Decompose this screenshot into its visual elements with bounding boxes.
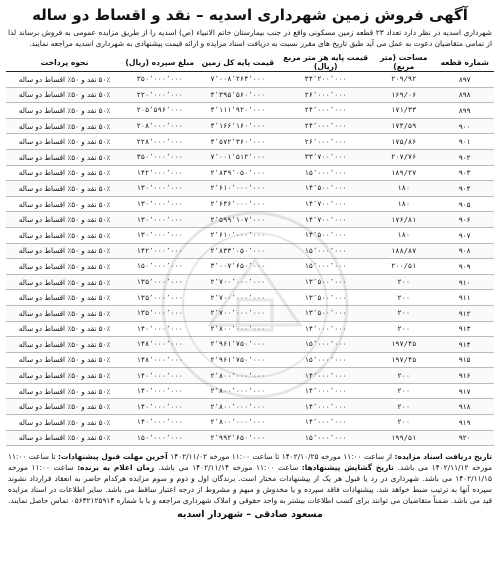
table-row [6,383,494,399]
cell-deposit: ۲۰۵٬۵۹۶٬۰۰۰ [123,103,196,119]
cell-lot: ۹۱۷ [435,383,494,399]
cell-payment: ۵۰٪ نقد و ۵۰٪ اقساط دو ساله [6,290,123,306]
cell-price-sqm: ۱۴٬۰۰۰٬۰۰۰ [279,415,372,431]
cell-payment: ۵۰٪ نقد و ۵۰٪ اقساط دو ساله [6,196,123,212]
table-row [6,415,494,431]
deadline-label: آخرین مهلت قبول پیشنهادات: [58,452,171,462]
cell-price-sqm: ۱۳٬۵۰۰٬۰۰۰ [279,305,372,321]
cell-price-total: ۴٬۱۶۶٬۱۶۰٬۰۰۰ [196,118,279,134]
header-area: مساحت (متر مربع) [372,53,435,72]
cell-lot: ۹۱۸ [435,399,494,415]
cell-deposit: ۱۳۰٬۰۰۰٬۰۰۰ [123,181,196,197]
cell-deposit: ۱۴۸٬۰۰۰٬۰۰۰ [123,337,196,353]
table-row [6,196,494,212]
cell-price-total: ۲٬۹۹۲٬۶۵۰٬۰۰۰ [196,430,279,446]
cell-area: ۱۸۰ [372,196,435,212]
cell-payment: ۵۰٪ نقد و ۵۰٪ اقساط دو ساله [6,352,123,368]
notice-footer [8,451,492,506]
cell-price-total: ۲٬۶۴۶٬۰۰۰٬۰۰۰ [196,196,279,212]
cell-payment: ۵۰٪ نقد و ۵۰٪ اقساط دو ساله [6,165,123,181]
table-row [6,290,494,306]
cell-payment: ۵۰٪ نقد و ۵۰٪ اقساط دو ساله [6,430,123,446]
cell-price-sqm: ۱۴٬۵۰۰٬۰۰۰ [279,181,372,197]
cell-payment: ۵۰٪ نقد و ۵۰٪ اقساط دو ساله [6,181,123,197]
cell-price-sqm: ۱۴٬۵۰۰٬۰۰۰ [279,227,372,243]
cell-deposit: ۱۵۰٬۰۰۰٬۰۰۰ [123,430,196,446]
deadline-text: تا ساعت ۱۱:۰۰ مورخه ۱۴۰۲/۱۱/۱۲ می باشد. [8,452,492,473]
cell-price-total: ۲٬۹۶۱٬۷۵۰٬۰۰۰ [196,352,279,368]
cell-deposit: ۱۳۰٬۰۰۰٬۰۰۰ [123,212,196,228]
notice-intro: شهرداری اسدیه در نظر دارد تعداد ۲۳ قطعه زمین مسکونی واقع در جنب بیمارستان خاتم الانبیاء (ص) اسدیه را از طریق مزایده عمومی به فروش برساند لذا از تمامی متقاضیان دعوت به عمل می آید طبق تاریخ های مقرر نسبت به دریافت اسناد مزایده و ارائه قیمت پیشنهادی به شهرداری اسدیه مراجعه نمایند. [8,28,492,48]
table-row [6,212,494,228]
table-row [6,430,494,446]
cell-area: ۱۸۰ [372,227,435,243]
cell-payment: ۵۰٪ نقد و ۵۰٪ اقساط دو ساله [6,227,123,243]
cell-price-sqm: ۲۶٬۰۰۰٬۰۰۰ [279,87,372,103]
cell-price-sqm: ۱۵٬۰۰۰٬۰۰۰ [279,259,372,275]
header-payment: نحوه پرداخت [6,53,123,72]
cell-price-total: ۴٬۵۷۲٬۳۶۰٬۰۰۰ [196,134,279,150]
cell-price-sqm: ۱۴٬۷۰۰٬۰۰۰ [279,212,372,228]
cell-deposit: ۱۴۰٬۰۰۰٬۰۰۰ [123,399,196,415]
cell-price-sqm: ۱۴٬۰۰۰٬۰۰۰ [279,321,372,337]
cell-deposit: ۲۲۰٬۰۰۰٬۰۰۰ [123,87,196,103]
cell-payment: ۵۰٪ نقد و ۵۰٪ اقساط دو ساله [6,87,123,103]
cell-area: ۲۰۰ [372,383,435,399]
cell-lot: ۹۱۶ [435,368,494,384]
cell-price-total: ۳٬۰۰۷٬۶۵۰٬۰۰۰ [196,259,279,275]
cell-deposit: ۱۴۰٬۰۰۰٬۰۰۰ [123,368,196,384]
cell-payment: ۵۰٪ نقد و ۵۰٪ اقساط دو ساله [6,368,123,384]
table-header-row [6,53,494,72]
cell-payment: ۵۰٪ نقد و ۵۰٪ اقساط دو ساله [6,321,123,337]
cell-area: ۱۷۶/۸۱ [372,212,435,228]
table-row [6,134,494,150]
cell-deposit: ۱۵۰٬۰۰۰٬۰۰۰ [123,259,196,275]
table-row [6,118,494,134]
cell-price-sqm: ۳۴٬۲۰۰٬۰۰۰ [279,72,372,88]
cell-deposit: ۱۳۰٬۰۰۰٬۰۰۰ [123,196,196,212]
header-deposit: مبلغ سپرده (ریال) [123,53,196,72]
table-row [6,243,494,259]
cell-price-total: ۲٬۷۰۰٬۰۰۰٬۰۰۰ [196,290,279,306]
cell-payment: ۵۰٪ نقد و ۵۰٪ اقساط دو ساله [6,134,123,150]
cell-payment: ۵۰٪ نقد و ۵۰٪ اقساط دو ساله [6,118,123,134]
cell-area: ۲۰۰ [372,399,435,415]
opening-label: تاریخ گشایش پیشنهادها: [301,463,398,473]
cell-price-total: ۲٬۸۳۳٬۰۵۰٬۰۰۰ [196,243,279,259]
cell-lot: ۹۱۵ [435,352,494,368]
cell-payment: ۵۰٪ نقد و ۵۰٪ اقساط دو ساله [6,103,123,119]
table-row [6,87,494,103]
cell-price-total: ۲٬۸۰۰٬۰۰۰٬۰۰۰ [196,399,279,415]
cell-area: ۲۰۰ [372,321,435,337]
table-row [6,72,494,88]
cell-lot: ۹۰۸ [435,243,494,259]
cell-area: ۱۸۹/۲۷ [372,165,435,181]
result-text: ساعت ۱۱:۰۰ مورخه ۱۴۰۲/۱۱/۱۵ می باشد. [8,463,492,484]
cell-deposit: ۲۰۸٬۰۰۰٬۰۰۰ [123,118,196,134]
cell-lot: ۹۰۶ [435,212,494,228]
cell-price-total: ۲٬۸۳۹٬۰۵۰٬۰۰۰ [196,165,279,181]
cell-lot: ۹۰۳ [435,165,494,181]
cell-price-total: ۲٬۹۶۱٬۷۵۰٬۰۰۰ [196,337,279,353]
notice-title: آگهی فروش زمین شهرداری اسدیه – نقد و اقساط دو ساله [32,6,468,24]
cell-area: ۱۷۱/۳۳ [372,103,435,119]
cell-area: ۲۰۰ [372,290,435,306]
cell-lot: ۹۰۲ [435,149,494,165]
cell-lot: ۸۹۸ [435,87,494,103]
cell-payment: ۵۰٪ نقد و ۵۰٪ اقساط دو ساله [6,212,123,228]
cell-lot: ۹۰۷ [435,227,494,243]
cell-deposit: ۱۳۰٬۰۰۰٬۰۰۰ [123,227,196,243]
cell-deposit: ۱۳۵٬۰۰۰٬۰۰۰ [123,274,196,290]
cell-price-sqm: ۱۵٬۰۰۰٬۰۰۰ [279,165,372,181]
cell-lot: ۸۹۹ [435,103,494,119]
table-row [6,368,494,384]
header-base-price-sqm: قیمت پایه هر متر مربع (ریال) [279,53,372,72]
cell-price-total: ۲٬۸۰۰٬۰۰۰٬۰۰۰ [196,321,279,337]
cell-deposit: ۱۴۸٬۰۰۰٬۰۰۰ [123,352,196,368]
cell-lot: ۹۱۲ [435,305,494,321]
table-row [6,337,494,353]
cell-deposit: ۱۴۰٬۰۰۰٬۰۰۰ [123,415,196,431]
cell-payment: ۵۰٪ نقد و ۵۰٪ اقساط دو ساله [6,274,123,290]
cell-payment: ۵۰٪ نقد و ۵۰٪ اقساط دو ساله [6,259,123,275]
cell-price-total: ۲٬۷۰۰٬۰۰۰٬۰۰۰ [196,305,279,321]
cell-deposit: ۲۲۸٬۰۰۰٬۰۰۰ [123,134,196,150]
cell-lot: ۹۱۱ [435,290,494,306]
cell-price-sqm: ۲۴٬۰۰۰٬۰۰۰ [279,103,372,119]
cell-price-total: ۲٬۶۱۰٬۰۰۰٬۰۰۰ [196,181,279,197]
cell-price-total: ۲٬۸۰۰٬۰۰۰٬۰۰۰ [196,415,279,431]
table-row [6,103,494,119]
cell-area: ۲۰۰ [372,305,435,321]
cell-lot: ۹۱۴ [435,337,494,353]
cell-payment: ۵۰٪ نقد و ۵۰٪ اقساط دو ساله [6,399,123,415]
cell-payment: ۵۰٪ نقد و ۵۰٪ اقساط دو ساله [6,305,123,321]
table-row [6,399,494,415]
cell-price-sqm: ۱۴٬۰۰۰٬۰۰۰ [279,368,372,384]
cell-price-sqm: ۲۴٬۰۰۰٬۰۰۰ [279,118,372,134]
cell-price-total: ۷٬۰۰۸٬۲۶۴٬۰۰۰ [196,72,279,88]
cell-price-sqm: ۱۴٬۰۰۰٬۰۰۰ [279,399,372,415]
cell-area: ۱۶۹/۰۶ [372,87,435,103]
cell-area: ۲۰۰/۵۱ [372,259,435,275]
table-row [6,259,494,275]
cell-lot: ۹۰۱ [435,134,494,150]
header-base-price-total: قیمت پایه کل زمین [196,53,279,72]
cell-lot: ۹۰۹ [435,259,494,275]
cell-deposit: ۱۴۰٬۰۰۰٬۰۰۰ [123,321,196,337]
cell-area: ۲۰۰ [372,368,435,384]
cell-payment: ۵۰٪ نقد و ۵۰٪ اقساط دو ساله [6,415,123,431]
cell-price-sqm: ۱۴٬۰۰۰٬۰۰۰ [279,383,372,399]
cell-payment: ۵۰٪ نقد و ۵۰٪ اقساط دو ساله [6,337,123,353]
cell-price-sqm: ۱۵٬۰۰۰٬۰۰۰ [279,352,372,368]
table-row [6,227,494,243]
cell-price-sqm: ۱۵٬۰۰۰٬۰۰۰ [279,430,372,446]
cell-area: ۲۰۰ [372,415,435,431]
cell-price-sqm: ۱۵٬۰۰۰٬۰۰۰ [279,337,372,353]
cell-lot: ۹۱۹ [435,415,494,431]
cell-lot: ۹۰۰ [435,118,494,134]
lots-table [6,53,494,446]
cell-area: ۱۸۰ [372,181,435,197]
cell-price-total: ۲٬۵۹۹٬۱۰۷٬۰۰۰ [196,212,279,228]
cell-deposit: ۱۴۲٬۰۰۰٬۰۰۰ [123,165,196,181]
cell-price-sqm: ۱۴٬۷۰۰٬۰۰۰ [279,196,372,212]
cell-price-total: ۲٬۶۱۰٬۰۰۰٬۰۰۰ [196,227,279,243]
cell-price-total: ۴٬۳۹۵٬۵۶۰٬۰۰۰ [196,87,279,103]
cell-lot: ۹۰۵ [435,196,494,212]
cell-area: ۱۸۸/۸۷ [372,243,435,259]
cell-area: ۱۹۹/۵۱ [372,430,435,446]
cell-area: ۱۹۷/۴۵ [372,337,435,353]
header-lot: شماره قطعه [435,53,494,72]
cell-area: ۱۹۷/۴۵ [372,352,435,368]
table-row [6,305,494,321]
cell-area: ۲۰۰ [372,274,435,290]
cell-deposit: ۱۳۵٬۰۰۰٬۰۰۰ [123,290,196,306]
cell-payment: ۵۰٪ نقد و ۵۰٪ اقساط دو ساله [6,383,123,399]
cell-deposit: ۱۳۵٬۰۰۰٬۰۰۰ [123,305,196,321]
table-row [6,165,494,181]
doc-date-text: از ساعت ۱۱:۰۰ مورخه ۱۴۰۲/۱۰/۲۵ تا ساعت ۱۱:۰۰ مورخه ۱۴۰۲/۱۱/۰۲ [170,452,395,462]
cell-lot: ۹۰۴ [435,181,494,197]
cell-lot: ۸۹۷ [435,72,494,88]
cell-area: ۲۰۷/۷۶ [372,149,435,165]
doc-date-label: تاریخ دریافت اسناد مزایده: [394,452,493,462]
cell-deposit: ۳۵۰٬۰۰۰٬۰۰۰ [123,72,196,88]
cell-price-sqm: ۲۶٬۰۰۰٬۰۰۰ [279,134,372,150]
cell-price-sqm: ۱۳٬۵۰۰٬۰۰۰ [279,290,372,306]
cell-price-sqm: ۱۳٬۵۰۰٬۰۰۰ [279,274,372,290]
cell-price-total: ۲٬۸۰۰٬۰۰۰٬۰۰۰ [196,368,279,384]
cell-price-total: ۲٬۷۰۰٬۰۰۰٬۰۰۰ [196,274,279,290]
table-row [6,321,494,337]
footer-body: شهرداری در رد یا قبول هر یک از پیشنهادات مختار است. برندگان اول و دوم و سوم مزایده هرکدام حاضر به انعقاد قرارداد نشوند سپرده آنها به ترتیب ضبط خواهد شد. پیشنهادات فاقد سپرده و یا مخدوش و مبهم و مشروط از درجه اعتبار ساقط می باشد. سایر اطلاعات در اسناد مزایده قید می باشد. ضمناً متقاضیان می توانند برای کسب اطلاعات بیشتر به واحد حقوقی و املاک شهرداری مراجعه و یا با شماره ۰۵۶۳۲۱۲۵۹۱۴ تماس حاصل نمایند. [8,474,492,506]
signature: مسعود صادقی – شهردار اسدیه [177,509,323,521]
cell-area: ۱۷۵/۸۶ [372,134,435,150]
cell-payment: ۵۰٪ نقد و ۵۰٪ اقساط دو ساله [6,72,123,88]
cell-payment: ۵۰٪ نقد و ۵۰٪ اقساط دو ساله [6,243,123,259]
cell-price-sqm: ۱۵٬۰۰۰٬۰۰۰ [279,243,372,259]
cell-area: ۱۷۳/۵۹ [372,118,435,134]
cell-deposit: ۱۴۰٬۰۰۰٬۰۰۰ [123,383,196,399]
cell-price-total: ۲٬۸۰۰٬۰۰۰٬۰۰۰ [196,383,279,399]
cell-price-total: ۴٬۱۱۱٬۹۲۰٬۰۰۰ [196,103,279,119]
cell-payment: ۵۰٪ نقد و ۵۰٪ اقساط دو ساله [6,149,123,165]
cell-area: ۲۰۹/۹۲ [372,72,435,88]
cell-lot: ۹۲۰ [435,430,494,446]
table-row [6,181,494,197]
result-label: زمان اعلام به برنده: [77,463,159,473]
cell-lot: ۹۱۳ [435,321,494,337]
table-row [6,274,494,290]
cell-price-total: ۷٬۰۰۱٬۵۱۲٬۰۰۰ [196,149,279,165]
cell-lot: ۹۱۰ [435,274,494,290]
cell-price-sqm: ۳۳٬۷۰۰٬۰۰۰ [279,149,372,165]
table-row [6,352,494,368]
opening-text: ساعت ۱۱:۰۰ مورخه ۱۴۰۲/۱۱/۱۴ می باشد. [158,463,302,473]
cell-deposit: ۱۴۲٬۰۰۰٬۰۰۰ [123,243,196,259]
table-body [6,72,494,446]
cell-deposit: ۳۵۰٬۰۰۰٬۰۰۰ [123,149,196,165]
table-row [6,149,494,165]
